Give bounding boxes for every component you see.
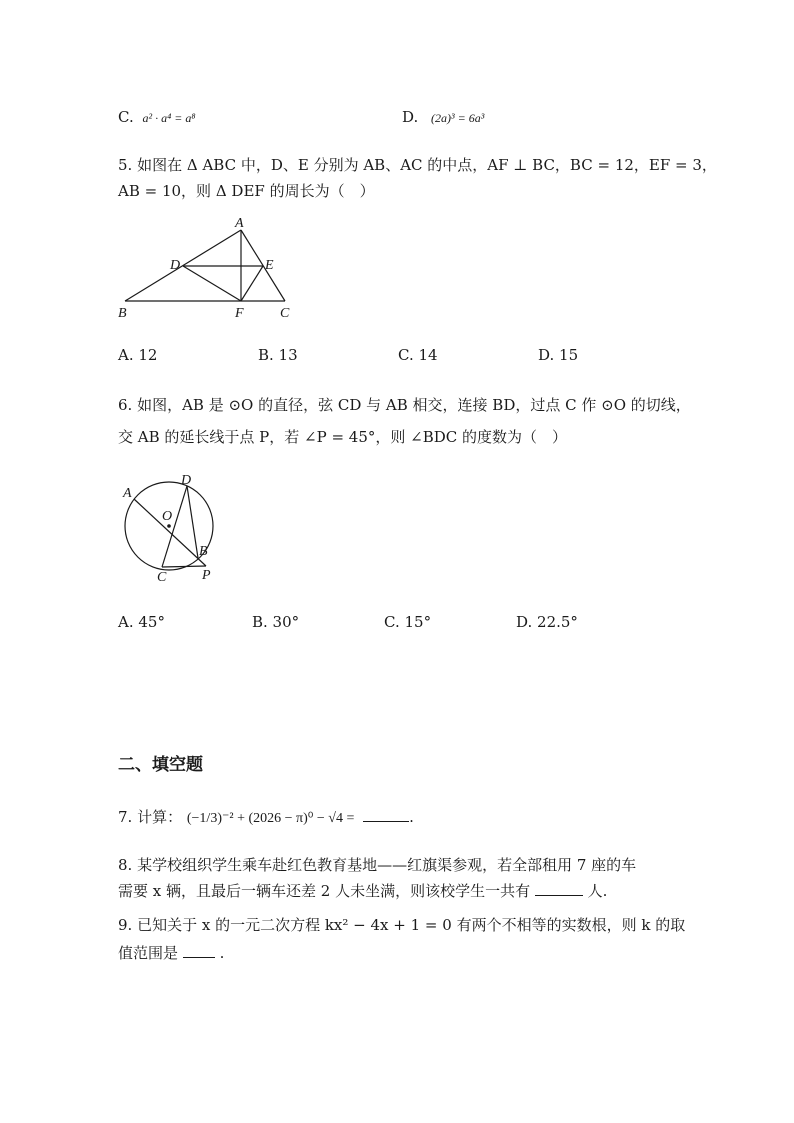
q5-option-b: B. 13 (258, 346, 298, 364)
q5-label-c: C (280, 306, 290, 321)
q5-label-d: D (170, 258, 181, 273)
q6-label-d: D (181, 473, 192, 488)
q9-stem-line2 (118, 942, 224, 963)
q4-option-c-expr: a² · a⁴ = a⁸ (142, 111, 196, 125)
section-title: 二、填空题 (118, 755, 203, 775)
q5-label-e: E (265, 258, 274, 273)
q5-label-a: A (235, 216, 244, 231)
q6-stem-line2: 交 AB 的延长线于点 P，若 ∠P = 45°，则 ∠BDC 的度数为（ ） (118, 428, 568, 446)
q5-triangle-figure (110, 215, 310, 325)
q4-option-d (402, 108, 484, 126)
q5-label-b: B (118, 306, 127, 321)
q6-circle-figure (115, 470, 235, 585)
q7-end: . (409, 808, 414, 826)
q5-option-a: A. 12 (118, 346, 158, 364)
q5-option-d: D. 15 (538, 346, 579, 364)
q6-option-d: D. 22.5° (516, 613, 578, 631)
q8-stem-line2b: 人. (587, 882, 608, 900)
q8-answer-blank[interactable] (535, 881, 583, 896)
q9-stem-line2b: . (219, 944, 225, 962)
q7-prefix: 7. 计算： (118, 808, 183, 826)
q4-option-c (118, 108, 196, 126)
q6-label-o: O (162, 509, 173, 524)
q6-option-b: B. 30° (252, 613, 300, 631)
q6-stem-line1: 6. 如图，AB 是 ⊙O 的直径，弦 CD 与 AB 相交，连接 BD，过点 C 作 ⊙O 的切线， (118, 396, 691, 414)
q7-answer-blank[interactable] (363, 807, 409, 822)
q5-stem-line2: AB = 10，则 Δ DEF 的周长为（ ） (118, 182, 375, 200)
q9-answer-blank[interactable] (183, 943, 215, 958)
q8-stem-line1: 8. 某学校组织学生乘车赴红色教育基地——红旗渠参观，若全部租用 7 座的车 (118, 856, 637, 874)
q4-option-d-label: D. (402, 108, 419, 126)
q4-option-c-label: C. (118, 108, 134, 126)
q7-line (118, 806, 414, 827)
q7-expression: (−1/3)⁻² + (2026 − π)⁰ − √4 = (186, 811, 355, 826)
q6-label-a: A (123, 486, 132, 501)
q6-option-a: A. 45° (118, 613, 165, 631)
q5-option-c: C. 14 (398, 346, 438, 364)
q9-stem-line2a: 值范围是 (118, 944, 179, 962)
q9-stem-line1: 9. 已知关于 x 的一元二次方程 kx² − 4x + 1 = 0 有两个不相等的实数根，则 k 的取 (118, 916, 686, 934)
q5-label-f: F (235, 306, 244, 321)
q8-stem-line2a: 需要 x 辆，且最后一辆车还差 2 人未坐满，则该校学生一共有 (118, 882, 531, 900)
q6-label-p: P (202, 568, 211, 583)
q5-stem-line1: 5. 如图在 Δ ABC 中，D、E 分别为 AB、AC 的中点，AF ⊥ BC，BC = 12，EF = 3， (118, 156, 717, 174)
q6-option-c: C. 15° (384, 613, 432, 631)
q6-label-b: B (199, 544, 208, 559)
q8-stem-line2 (118, 880, 607, 901)
q6-label-c: C (157, 570, 167, 585)
q4-option-d-expr: (2a)³ = 6a³ (431, 111, 485, 125)
